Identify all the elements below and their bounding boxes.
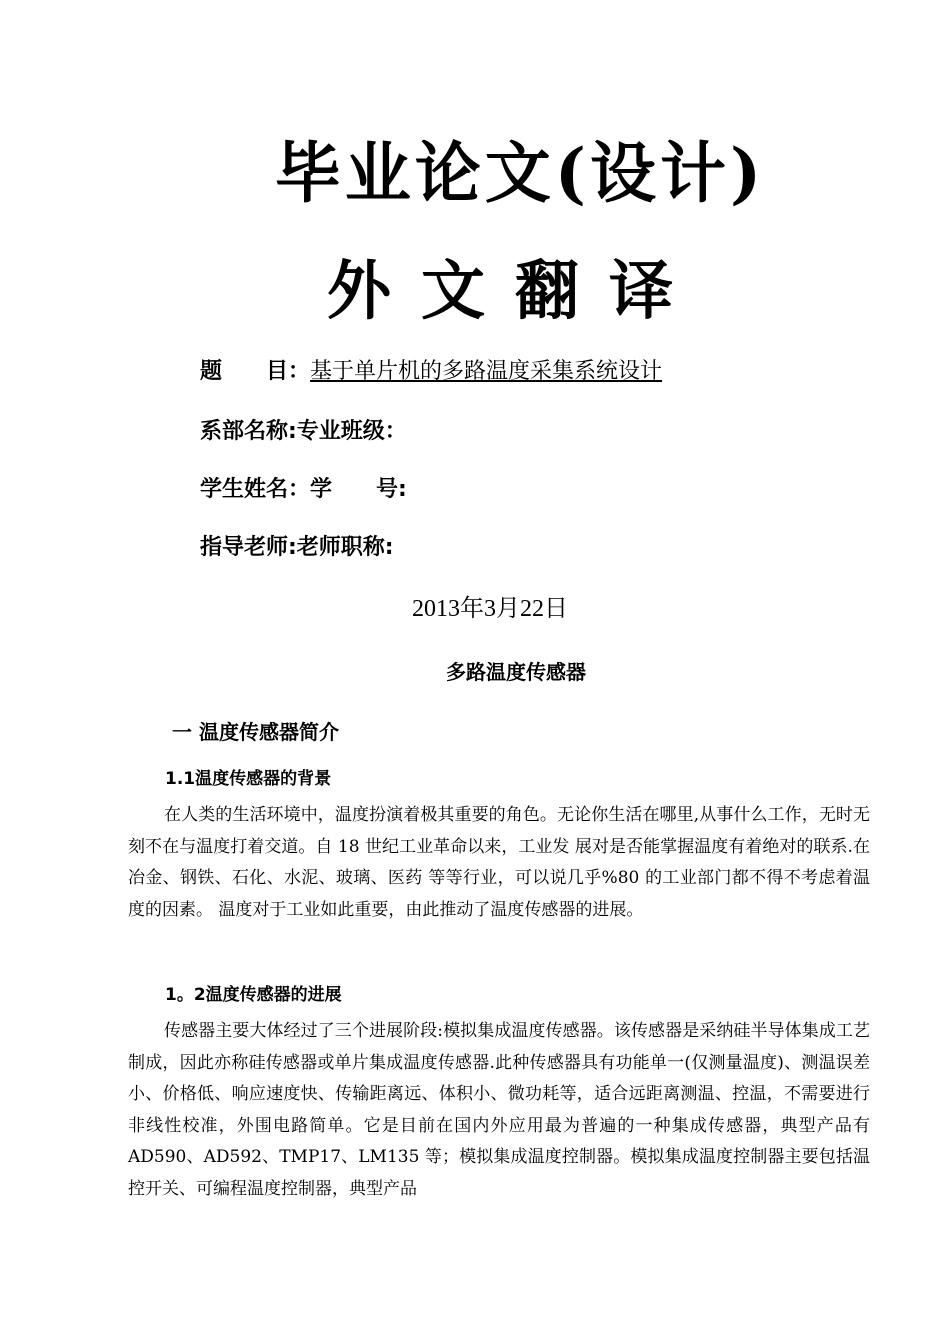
teacher-row — [200, 530, 394, 561]
student-label: 学生姓名：学 号: — [200, 477, 407, 502]
cover-subtitle: 外文翻译 — [327, 254, 703, 329]
student-row — [200, 472, 407, 503]
subsection-heading-1: 1.1温度传感器的背景 — [165, 769, 332, 789]
department-row — [200, 414, 407, 445]
topic-label: 题 目： — [200, 359, 311, 384]
topic-value: 基于单片机的多路温度采集系统设计 — [310, 359, 663, 384]
subsection-heading-2: 1。2温度传感器的进展 — [165, 985, 342, 1005]
section-heading: 一 温度传感器简介 — [172, 720, 339, 744]
cover-date: 2013年3月22日 — [412, 596, 568, 622]
paragraph-2: 传感器主要大体经过了三个进展阶段:模拟集成温度传感器。该传感器是采纳硅半导体集成工艺制成，因此亦称硅传感器或单片集成温度传感器.此种传感器具有功能单一(仅测量温度)、测温误差小、价格低、响应速度快、传输距离远、体积小、微功耗等，适合远距离测温、控温，不需要进行非线性校准，外围电路简单。它是目前在国内外应用最为普遍的一种集成传感器，典型产品有AD590、AD592、TMP17、LM135 等；模拟集成温度控制器。模拟集成温度控制器主要包括温控开关、可编程温度控制器，典型产品 — [128, 1021, 870, 1199]
department-label: 系部名称:专业班级： — [200, 419, 407, 444]
paragraph-1: 在人类的生活环境中，温度扮演着极其重要的角色。无论你生活在哪里,从事什么工作，无时无刻不在与温度打着交道。自 18 世纪工业革命以来，工业发 展对是否能掌握温度有着绝对的联系.在冶金、钢铁、石化、水泥、玻璃、医药 等等行业，可以说几乎%80 的工业部门都不得不考虑着温度的因素。 温度对于工业如此重要，由此推动了温度传感器的进展。 — [128, 805, 870, 920]
article-title: 多路温度传感器 — [446, 660, 586, 684]
cover-title: 毕业论文(设计) — [274, 134, 766, 212]
teacher-label: 指导老师:老师职称: — [200, 535, 394, 560]
topic-row — [200, 354, 662, 385]
